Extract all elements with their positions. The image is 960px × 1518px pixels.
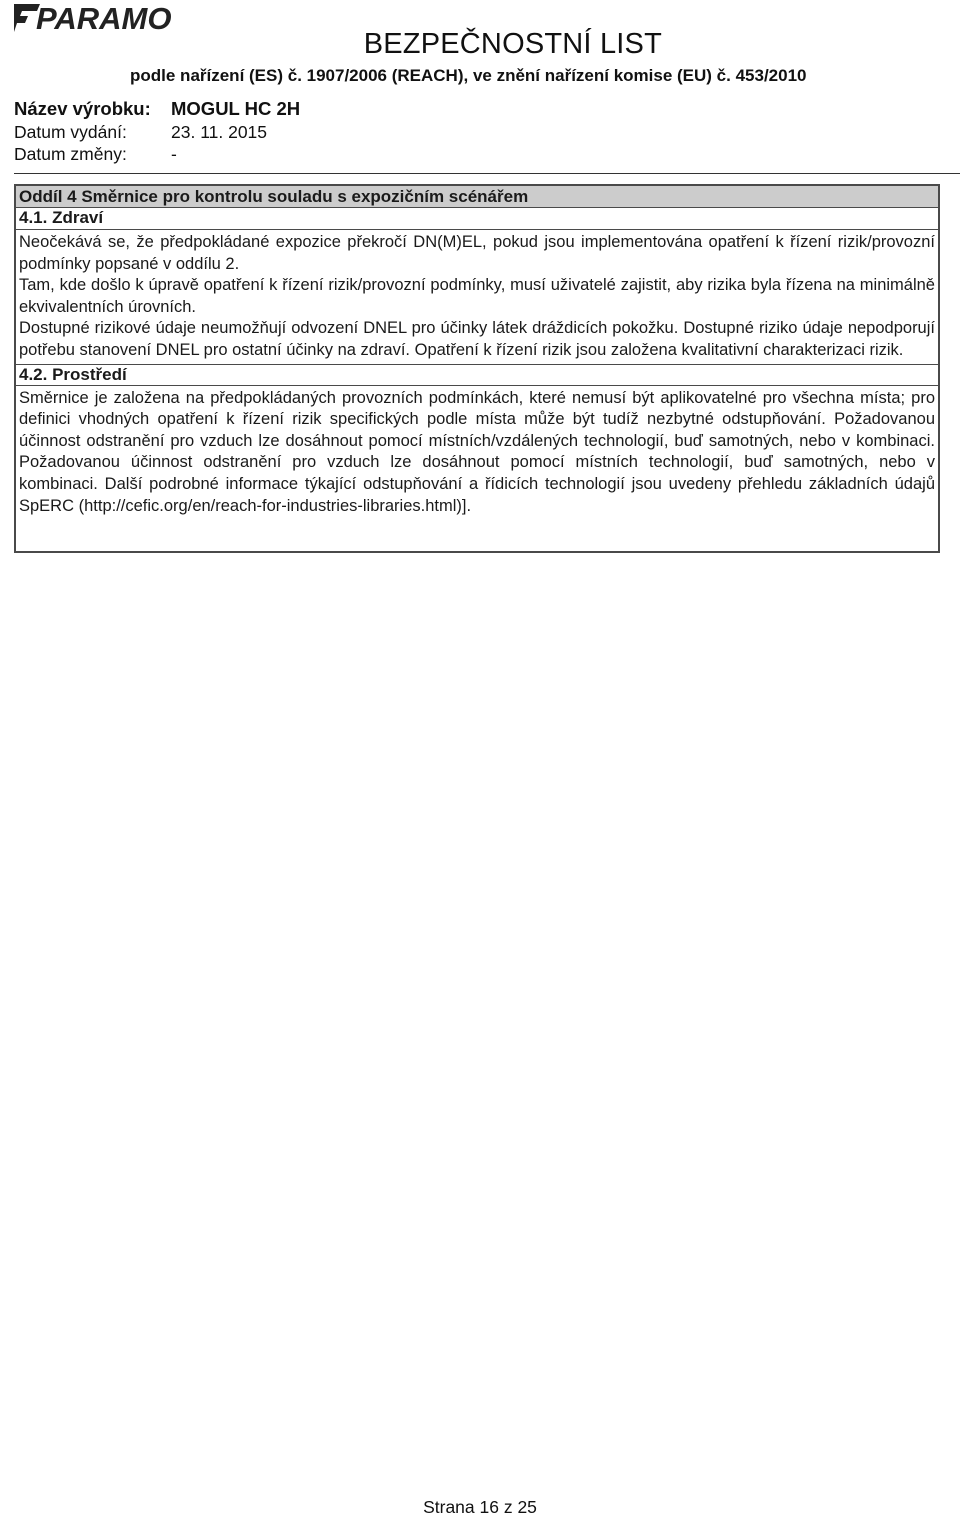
issue-date-label: Datum vydání: xyxy=(14,122,127,142)
page-number: Strana 16 z 25 xyxy=(423,1497,537,1517)
product-name-row xyxy=(14,98,300,120)
change-date-value: - xyxy=(171,144,177,164)
section-4-box xyxy=(14,184,940,553)
issue-date-row xyxy=(14,122,267,143)
health-paragraph: Neočekává se, že předpokládané expozice překročí DN(M)EL, pokud jsou implementována opatření k řízení rizik/provozní podmínky popsané v oddílu 2. xyxy=(19,233,935,273)
product-name-value: MOGUL HC 2H xyxy=(171,98,301,119)
change-date-label: Datum změny: xyxy=(14,144,127,164)
environment-paragraph: Směrnice je založena na předpokládaných provozních podmínkách, které nemusí být aplikovatelné pro všechna místa; pro definici vhodných opatření k řízení rizik specifických podle místa může být tudíž nezbytné odstupňování. Požadovanou účinnost odstranění pro vzduch lze dosáhnout pomocí místních/vzdálených technologií, buď samotných, nebo v kombinaci. Požadovanou účinnost odstranění pro vzduch lze dosáhnout pomocí místních technologií, buď samotných, nebo v kombinaci. Další podrobné informace týkající odstupňování a řídicích technologií jsou uvedeny přehledu základních údajů SpERC (http://cefic.org/en/reach-for-industries-libraries.html)]. xyxy=(19,388,935,515)
section-title: Oddíl 4 Směrnice pro kontrolu souladu s expozičním scénářem xyxy=(16,186,938,208)
paramo-logo xyxy=(14,2,210,34)
regulation-subtitle: podle nařízení (ES) č. 1907/2006 (REACH), ve znění nařízení komise (EU) č. 453/2010 xyxy=(130,66,807,85)
issue-date-value: 23. 11. 2015 xyxy=(171,122,268,142)
health-paragraph: Tam, kde došlo k úpravě opatření k řízení rizik/provozní podmínky, musí uživatelé zajistit, aby rizika byla řízena na minimálně ekvivalentních úrovních. xyxy=(19,276,935,316)
health-paragraph: Dostupné rizikové údaje neumožňují odvození DNEL pro účinky látek dráždicích pokožku. Dostupné riziko údaje nepodporují potřebu stanovení DNEL pro ostatní účinky na zdraví. Opatření k řízení rizik jsou založena kvalitativní charakterizaci rizik. xyxy=(19,319,935,359)
environment-subsection-title: 4.2. Prostředí xyxy=(16,364,938,386)
change-date-row xyxy=(14,144,177,165)
health-subsection-title: 4.1. Zdraví xyxy=(16,208,938,230)
logo-wordmark: PARAMO xyxy=(36,2,172,34)
document-title: BEZPEČNOSTNÍ LIST xyxy=(363,28,662,60)
environment-text xyxy=(16,386,938,520)
product-name-label: Název výrobku: xyxy=(14,98,151,119)
header-divider xyxy=(14,173,960,174)
health-text xyxy=(16,230,938,364)
